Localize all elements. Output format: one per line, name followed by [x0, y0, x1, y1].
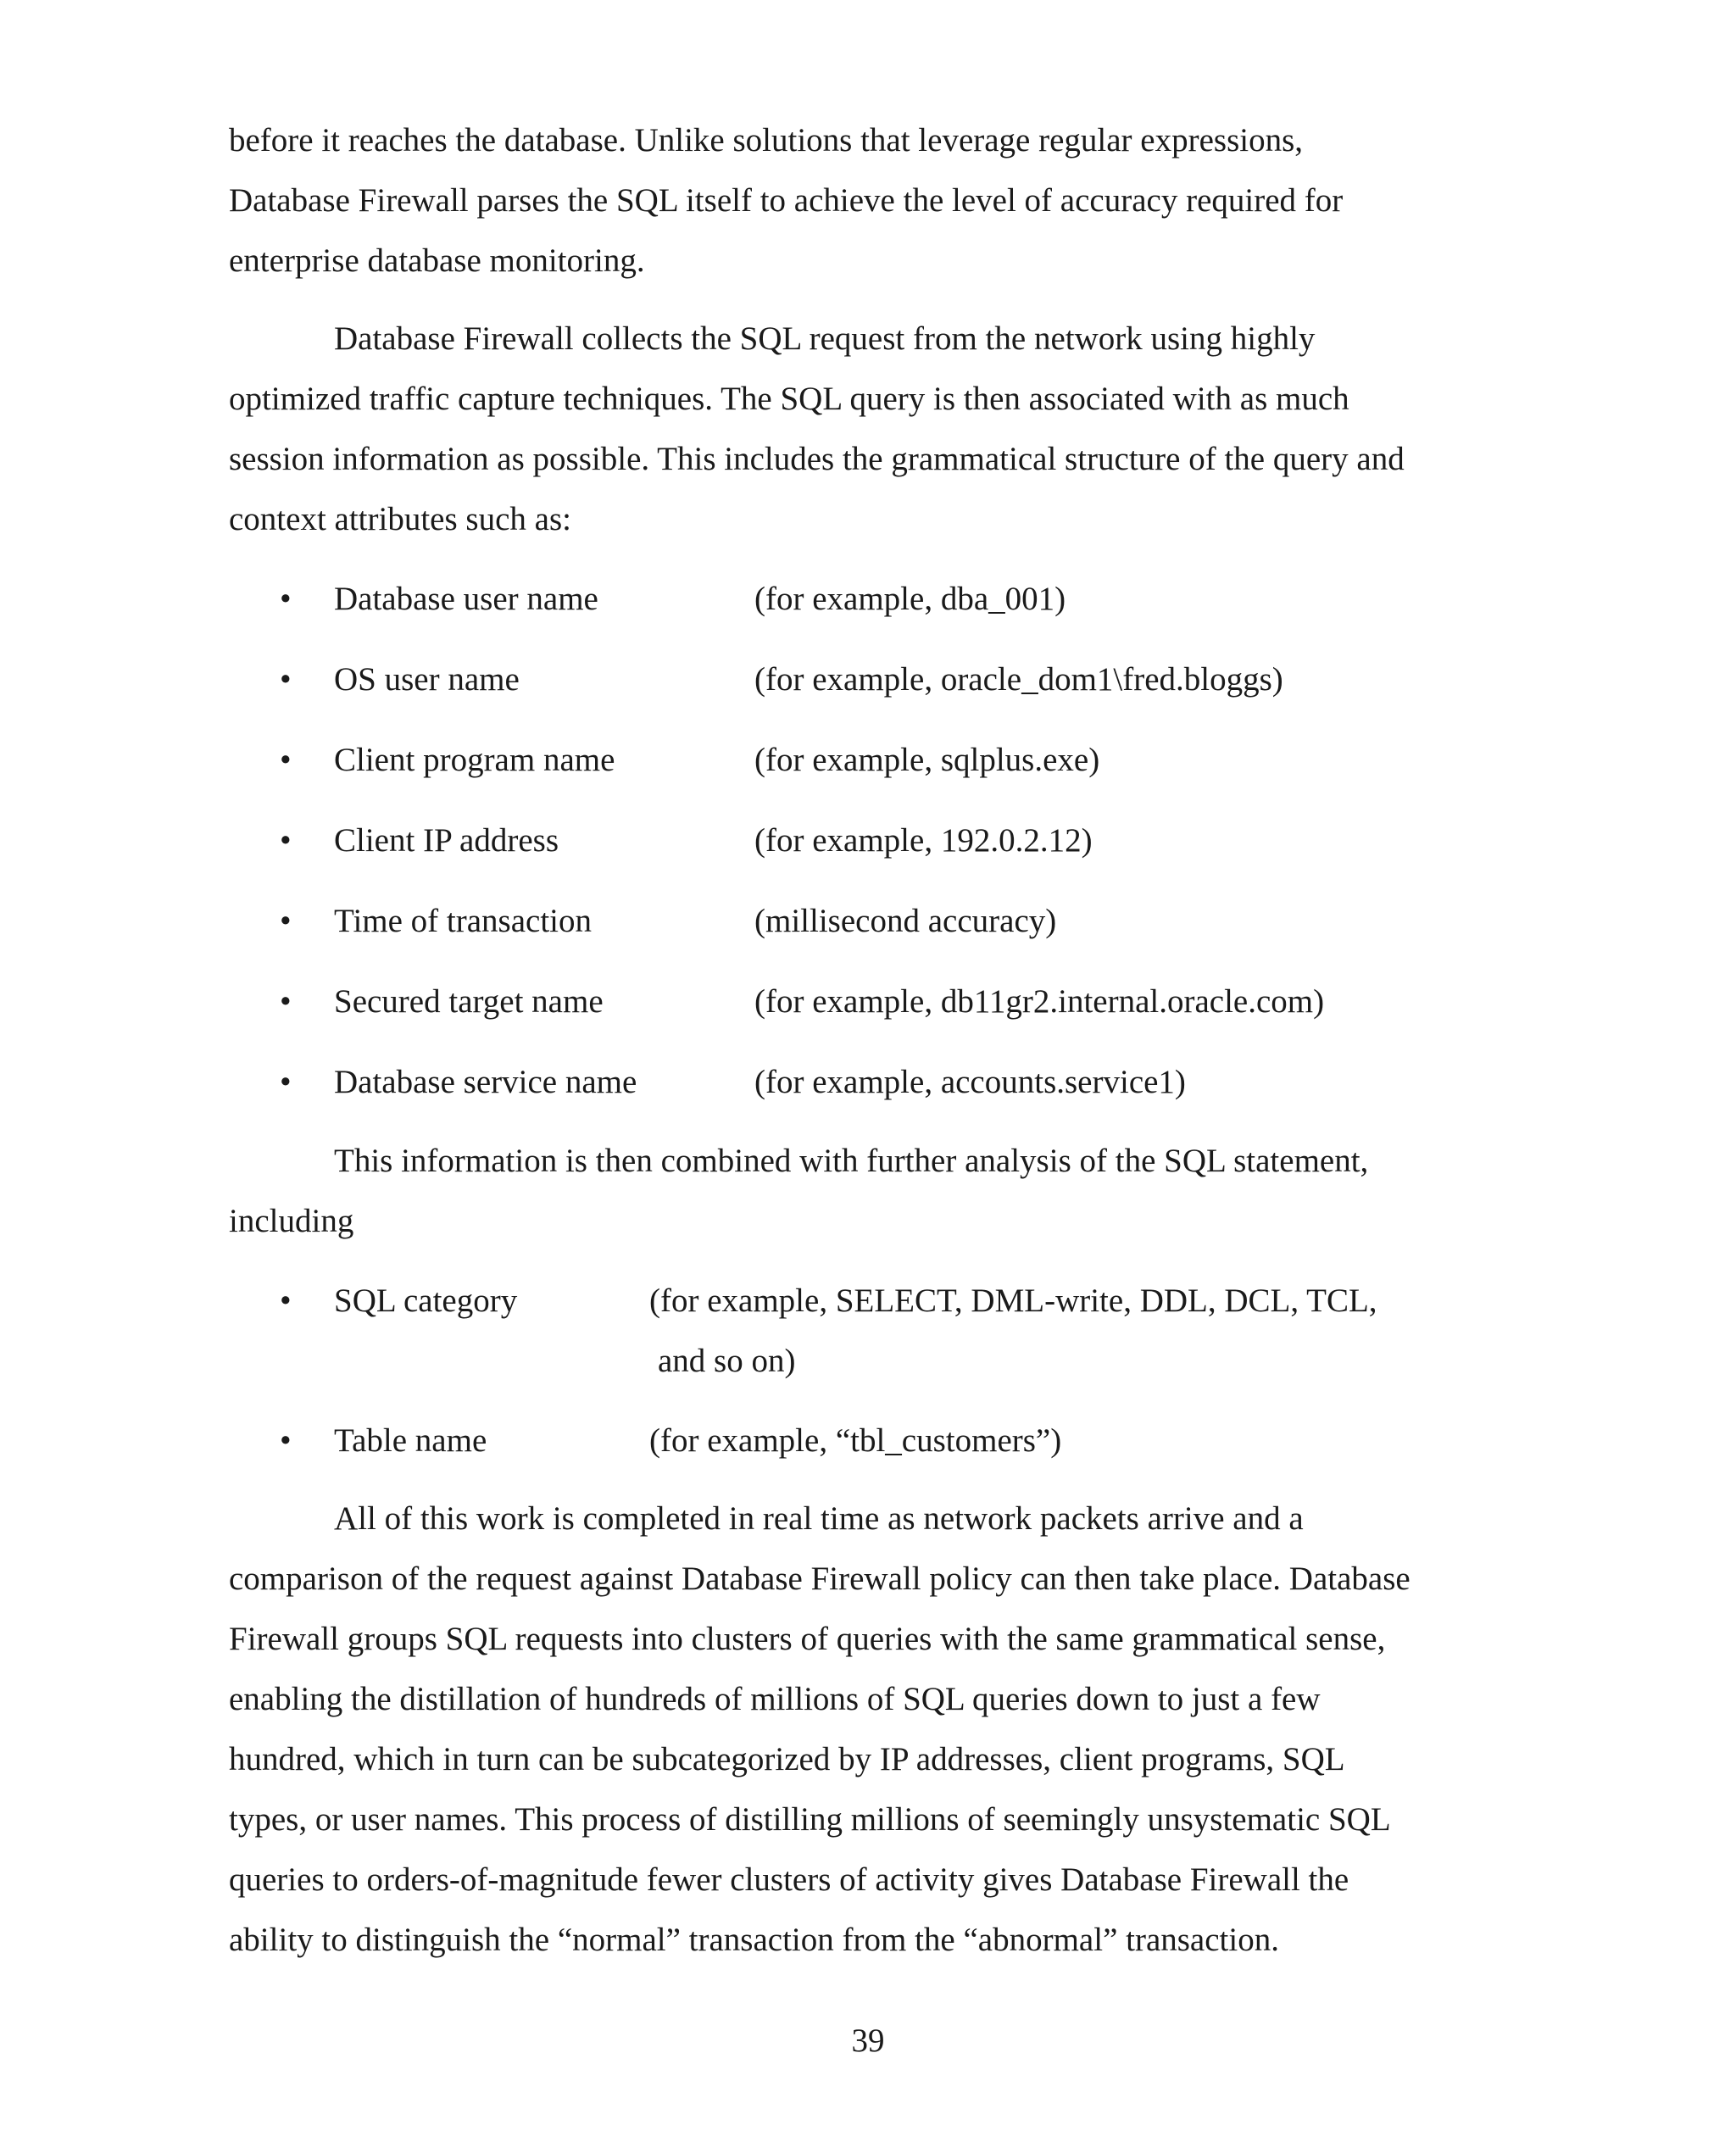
paragraph-4-line-1: All of this work is completed in real time as network packets arrive and a	[334, 1500, 1304, 1537]
bullet-icon: •	[280, 1282, 292, 1319]
bullet-icon: •	[280, 1422, 292, 1459]
paragraph-2-line-3: session information as possible. This includes the grammatical structure of the query and	[229, 441, 1405, 477]
paragraph-2-line-4: context attributes such as:	[229, 501, 571, 537]
list-item	[0, 982, 1736, 1022]
bullet-icon: •	[280, 903, 292, 939]
paragraph-2-line-1: Database Firewall collects the SQL request from the network using highly	[334, 320, 1316, 357]
analysis-example: (for example, SELECT, DML-write, DDL, DCL, TCL,	[649, 1282, 1377, 1319]
bullet-icon: •	[280, 1064, 292, 1100]
list-item	[0, 1281, 1736, 1321]
attribute-label: Client IP address	[334, 822, 559, 859]
list-item	[0, 579, 1736, 620]
attribute-label: Client program name	[334, 742, 615, 778]
attribute-example: (for example, accounts.service1)	[754, 1064, 1186, 1100]
attribute-example: (millisecond accuracy)	[754, 903, 1057, 939]
bullet-icon: •	[280, 742, 292, 778]
attribute-example: (for example, oracle_dom1\fred.bloggs)	[754, 661, 1283, 698]
paragraph-4-line-7: queries to orders-of-magnitude fewer clusters of activity gives Database Firewall the	[229, 1861, 1349, 1898]
list-item	[0, 659, 1736, 700]
paragraph-3-line-1: This information is then combined with further analysis of the SQL statement,	[334, 1143, 1369, 1179]
paragraph-4-line-8: ability to distinguish the “normal” transaction from the “abnormal” transaction.	[229, 1922, 1279, 1958]
page-number: 39	[851, 2022, 885, 2059]
attribute-label: Secured target name	[334, 983, 604, 1020]
attribute-example: (for example, sqlplus.exe)	[754, 742, 1100, 778]
bullet-icon: •	[280, 661, 292, 698]
bullet-icon: •	[280, 822, 292, 859]
paragraph-4-line-4: enabling the distillation of hundreds of millions of SQL queries down to just a few	[229, 1681, 1321, 1717]
list-item	[0, 901, 1736, 942]
attribute-label: OS user name	[334, 661, 520, 698]
analysis-example: (for example, “tbl_customers”)	[649, 1422, 1062, 1459]
attribute-label: Database user name	[334, 581, 598, 617]
bullet-icon: •	[280, 581, 292, 617]
list-item	[0, 821, 1736, 861]
analysis-label: Table name	[334, 1422, 487, 1459]
list-item	[0, 1062, 1736, 1103]
paragraph-4-line-3: Firewall groups SQL requests into clusters of queries with the same grammatical sense,	[229, 1621, 1386, 1657]
paragraph-4-line-5: hundred, which in turn can be subcategorized by IP addresses, client programs, SQL	[229, 1741, 1345, 1777]
bullet-icon: •	[280, 983, 292, 1020]
list-item	[0, 1421, 1736, 1461]
paragraph-3-line-2: including	[229, 1203, 354, 1239]
attribute-example: (for example, db11gr2.internal.oracle.com)	[754, 983, 1325, 1020]
analysis-label: SQL category	[334, 1282, 518, 1319]
attribute-example: (for example, dba_001)	[754, 581, 1066, 617]
attribute-label: Time of transaction	[334, 903, 593, 939]
attribute-example: (for example, 192.0.2.12)	[754, 822, 1093, 859]
attribute-label: Database service name	[334, 1064, 637, 1100]
paragraph-1-line-2: Database Firewall parses the SQL itself to achieve the level of accuracy required for	[229, 182, 1344, 219]
paragraph-1-line-3: enterprise database monitoring.	[229, 242, 645, 279]
paragraph-4-line-6: types, or user names. This process of distilling millions of seemingly unsystematic SQL	[229, 1801, 1391, 1838]
paragraph-2-line-2: optimized traffic capture techniques. The SQL query is then associated with as much	[229, 381, 1349, 417]
paragraph-1-line-1: before it reaches the database. Unlike solutions that leverage regular expressions,	[229, 122, 1304, 159]
list-item	[0, 740, 1736, 781]
paragraph-4-line-2: comparison of the request against Database Firewall policy can then take place. Database	[229, 1561, 1410, 1597]
analysis-example-continuation: and so on)	[658, 1343, 796, 1379]
